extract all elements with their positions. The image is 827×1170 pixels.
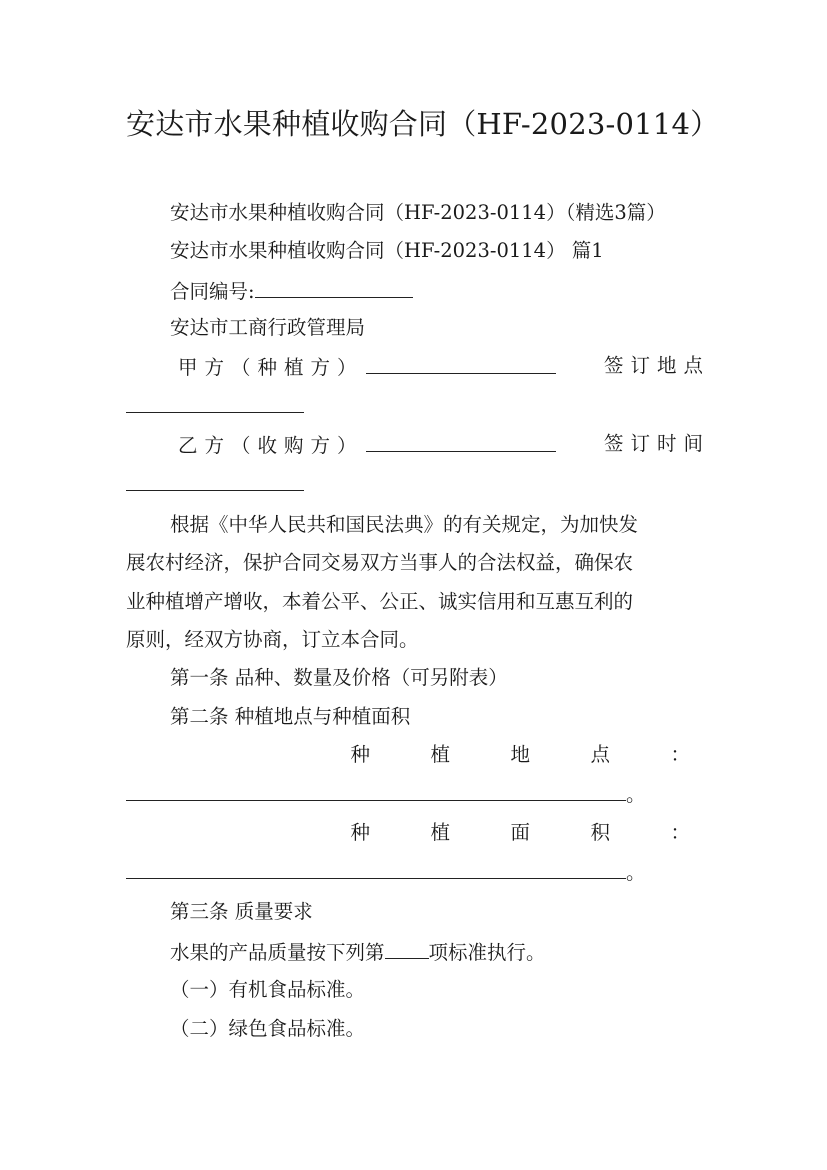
document-subtitle: 安达市水果种植收购合同（HF-2023-0114）（精选3篇）: [170, 201, 666, 224]
intro-line-3: 业种植增产增收，本着公平、公正、诚实信用和互惠互利的: [126, 590, 634, 613]
sign-place-blank: [126, 412, 304, 413]
contract-number-row: [170, 277, 413, 305]
intro-line-2: 展农村经济，保护合同交易双方当事人的合法权益，确保农: [126, 551, 634, 574]
contract-number-label: 合同编号:: [170, 280, 255, 303]
party-a-label: 甲方（种植方）: [178, 356, 364, 379]
standard-item-2: （二）绿色食品标准。: [170, 1017, 366, 1040]
article-3: 第三条 质量要求: [170, 900, 313, 923]
quality-prefix: 水果的产品质量按下列第: [170, 941, 385, 964]
plant-area-char: 植: [430, 821, 450, 844]
plant-area-blank-row: [126, 858, 646, 886]
plant-location-char: 种: [350, 743, 370, 766]
quality-suffix: 项标准执行。: [428, 941, 546, 964]
contract-number-blank: [255, 277, 413, 298]
period: 。: [626, 861, 646, 884]
intro-line-1: 根据《中华人民共和国民法典》的有关规定，为加快发: [170, 513, 639, 536]
authority-line: 安达市工商行政管理局: [170, 316, 366, 339]
article-2: 第二条 种植地点与种植面积: [170, 705, 411, 728]
plant-area-char: 种: [350, 821, 370, 844]
party-a-blank: [366, 353, 556, 374]
party-a-row: [178, 353, 556, 381]
quality-standard-blank: [385, 938, 429, 959]
party-b-blank: [366, 431, 556, 452]
plant-location-char: ：: [670, 743, 690, 766]
plant-location-label: [170, 742, 690, 768]
quality-standard-line: [170, 938, 546, 966]
section-heading: 安达市水果种植收购合同（HF-2023-0114） 篇1: [170, 239, 604, 262]
plant-area-char: 积: [590, 821, 610, 844]
plant-location-char: 植: [430, 743, 450, 766]
standard-item-1: （一）有机食品标准。: [170, 978, 366, 1001]
article-1: 第一条 品种、数量及价格（可另附表）: [170, 666, 508, 689]
plant-area-char: ：: [670, 821, 690, 844]
contract-title: 安达市水果种植收购合同（HF-2023-0114）: [126, 107, 720, 141]
sign-time-blank: [126, 490, 304, 491]
sign-time-label: 签订时间: [604, 432, 711, 455]
period: 。: [626, 783, 646, 806]
plant-area-char: 面: [510, 821, 530, 844]
plant-location-blank-row: [126, 780, 646, 808]
party-b-label: 乙方（收购方）: [178, 434, 364, 457]
plant-location-blank: [126, 780, 626, 801]
plant-area-blank: [126, 858, 626, 879]
party-b-row: [178, 431, 556, 459]
plant-location-char: 地: [510, 743, 530, 766]
intro-line-4: 原则，经双方协商，订立本合同。: [126, 628, 419, 651]
sign-place-label: 签订地点: [604, 354, 711, 377]
plant-location-char: 点: [590, 743, 610, 766]
plant-area-label: [170, 820, 690, 846]
